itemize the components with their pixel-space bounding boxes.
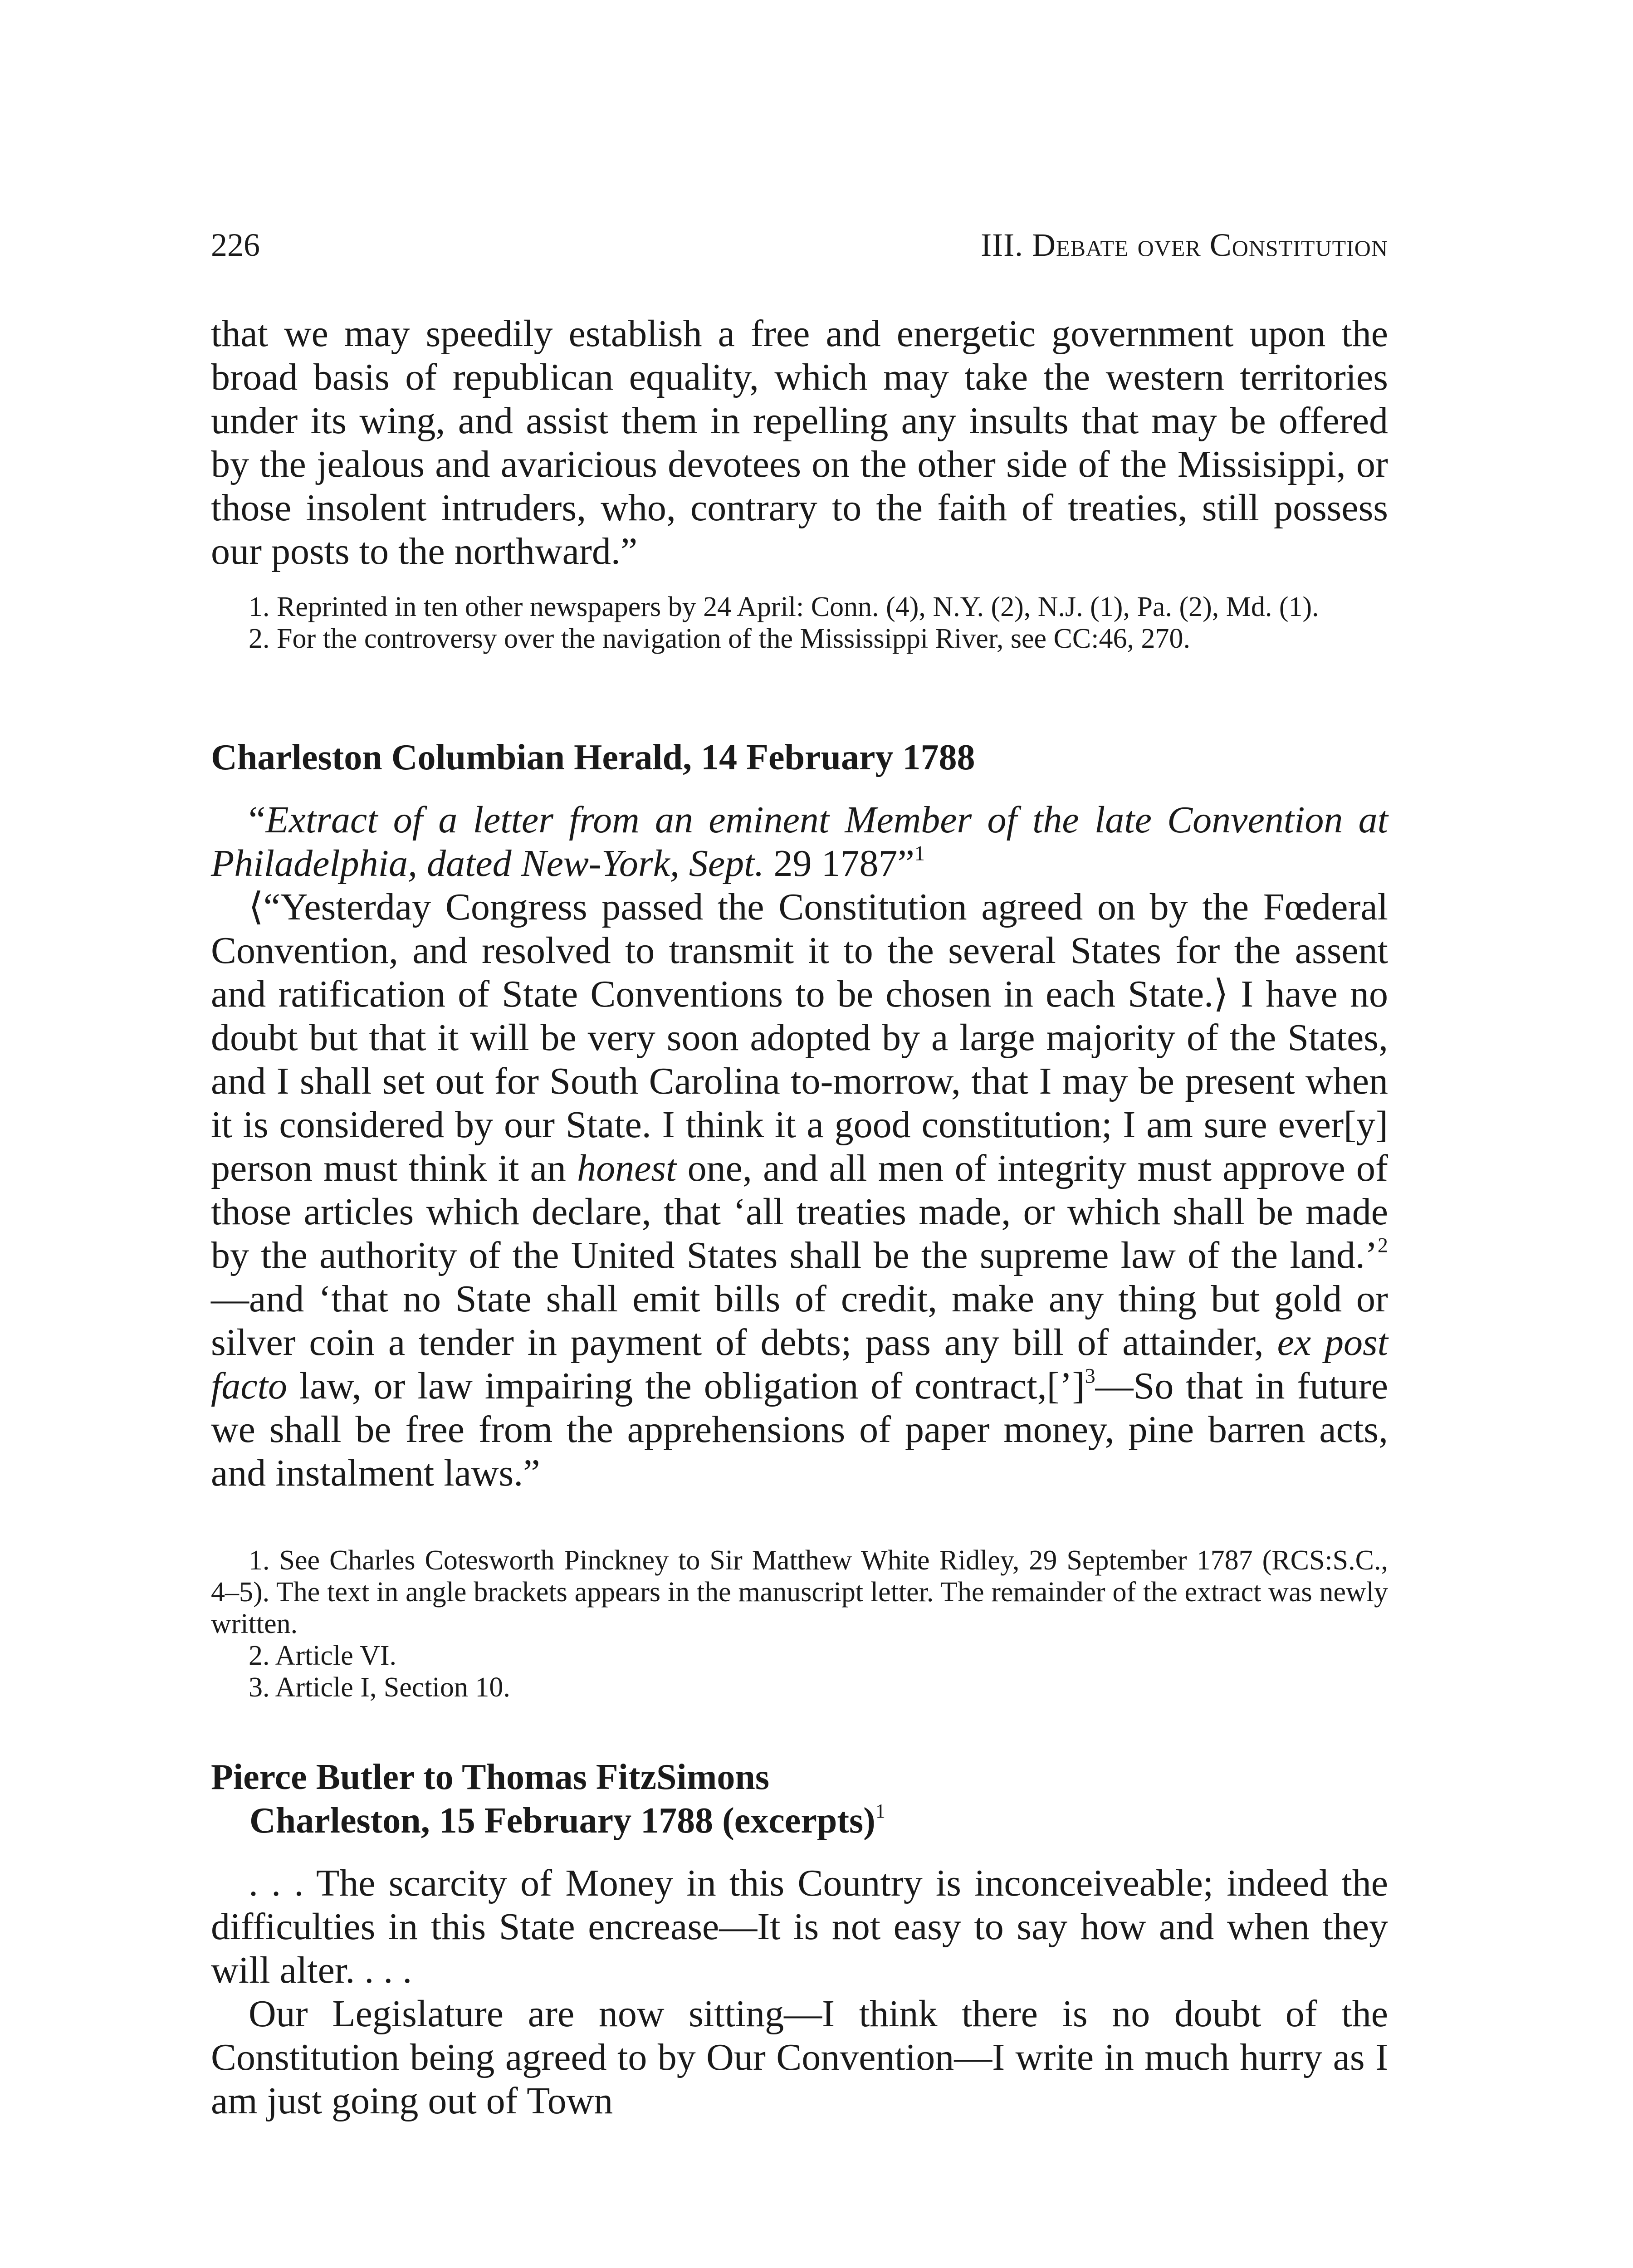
footnote: 3. Article I, Section 10. xyxy=(249,1672,510,1703)
open-quote: “ xyxy=(249,799,266,841)
section-heading: Charleston Columbian Herald, 14 February 1788 xyxy=(211,738,975,777)
footnote: 2. For the controversy over the navigation of the Mississippi River, see CC:46, 270. xyxy=(249,623,1190,654)
letter-text: law, or law impairing the obligation of contract,[’] xyxy=(287,1365,1085,1407)
letter-text-italic: honest xyxy=(577,1147,677,1189)
footnote: 1. Reprinted in ten other newspapers by 24 April: Conn. (4), N.Y. (2), N.J. (1), Pa. (2), Md. (1). xyxy=(249,591,1319,622)
continued-paragraph xyxy=(211,312,1388,573)
continued-text: that we may speedily establish a free and energetic government upon the broad basis of republican equality, which may take the western territories under its wing, and assist them in repelling any insults that may be offered by the jealous and avaricious devotees on the other side of the Missisippi, or those insolent intruders, who, contrary to the faith of treaties, still possess our posts to the northward.” xyxy=(211,313,1388,572)
letter-paragraph: . . . The scarcity of Money in this Country is inconceiveable; indeed the difficulties in this State encrease—It is not easy to say how and when they will alter. . . . xyxy=(211,1862,1388,1991)
butler-letter xyxy=(211,1862,1388,2123)
extract-title-italic: Extract of a letter from an eminent Member of the late Convention at Philadelphia, dated New-York, Sept. xyxy=(211,799,1388,885)
letter-text: one, and all men of integrity must approve of those articles which declare, that ‘all treaties made, or which shall be made by the authority of the United States shall be the supreme law of the land.’ xyxy=(211,1147,1388,1276)
letter-text: —So that in future we shall be free from the apprehensions of paper money, pine barren acts, and instalment laws.” xyxy=(211,1365,1388,1494)
page-number: 226 xyxy=(211,227,260,263)
running-head-lead: III. xyxy=(981,227,1024,263)
footnote: 1. See Charles Cotesworth Pinckney to Sir Matthew White Ridley, 29 September 1787 (RCS:S.C., 4–5). The text in angle brackets appears in the manuscript letter. The remainder of the extract was newly written. xyxy=(211,1545,1388,1639)
note-reference: 3 xyxy=(1085,1364,1095,1388)
running-head-title: Debate over Constitution xyxy=(1032,227,1388,263)
running-head xyxy=(981,225,1388,265)
heading-date: Charleston, 15 February 1788 (excerpts) xyxy=(249,1801,875,1841)
letter-text: —and ‘that no State shall emit bills of credit, make any thing but gold or silver coin a tender in payment of debts; pass any bill of attainder, xyxy=(211,1278,1388,1364)
section-heading-line2 xyxy=(211,1799,1388,1843)
note-reference: 2 xyxy=(1377,1233,1388,1257)
section-heading-line1: Pierce Butler to Thomas FitzSimons xyxy=(211,1757,770,1797)
footnotes-previous xyxy=(211,591,1388,655)
extract-title xyxy=(211,798,1388,885)
letter-text: ⟨“Yesterday Congress passed the Constitution agreed on by the Fœderal Convention, and resolved to transmit it to the several States for the assent and ratification of State Conventions to be chosen in each State.⟩ I have no doubt but that it will be very soon adopted by a large majority of the States, and I shall set out for South Carolina to-morrow, that I may be present when it is considered by our State. I think it a good constitution; I am sure ever[y] person must think it an xyxy=(211,886,1388,1189)
letter-body xyxy=(211,885,1388,1495)
note-reference: 1 xyxy=(875,1800,885,1822)
extract-title-date: 29 1787” xyxy=(764,842,914,885)
footnotes-herald xyxy=(211,1545,1388,1703)
footnote: 2. Article VI. xyxy=(249,1640,397,1671)
note-reference: 1 xyxy=(914,841,925,865)
letter-paragraph: Our Legislature are now sitting—I think there is no doubt of the Constitution being agreed to by Our Convention—I write in much hurry as I am just going out of Town xyxy=(211,1993,1388,2122)
letter-text-italic: ex post facto xyxy=(211,1321,1389,1407)
herald-document xyxy=(211,798,1388,1495)
butler-heading xyxy=(211,1755,1388,1843)
